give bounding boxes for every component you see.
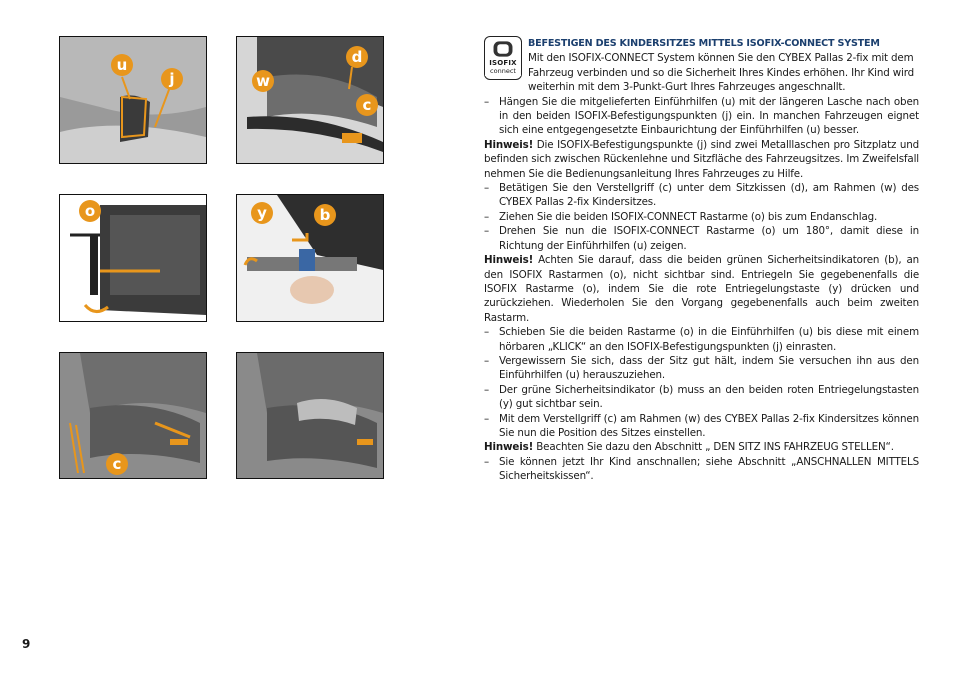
figure-seat-adjust-handle bbox=[236, 36, 384, 164]
figure-label: o bbox=[84, 202, 96, 220]
figure-label: w bbox=[256, 72, 270, 90]
figure-slide-into-guides bbox=[59, 352, 207, 479]
step-item: – Schieben Sie die beiden Rastarme (o) in die Einführhilfen (u) bis diese mit einem hörbaren „KLICK“ an den ISOFIX-Befestigungspunkten (j) einrasten. bbox=[484, 325, 919, 354]
figure-label: y bbox=[257, 204, 267, 222]
note-label: Hinweis! bbox=[484, 138, 534, 151]
figure-seat-installed bbox=[236, 352, 384, 479]
step-item: – Ziehen Sie die beiden ISOFIX-CONNECT Rastarme (o) bis zum Endanschlag. bbox=[484, 210, 919, 224]
figure-label: d bbox=[351, 48, 363, 66]
figure-label: u bbox=[116, 56, 128, 74]
note-label: Hinweis! bbox=[484, 441, 534, 454]
step-item: – Sie können jetzt Ihr Kind anschnallen; siehe Abschnitt „ANSCHNALLEN MITTELS Sicherheitskissen“. bbox=[484, 455, 919, 484]
figure-label: c bbox=[112, 455, 122, 473]
figure-label: b bbox=[319, 206, 331, 224]
figure-label: c bbox=[362, 96, 372, 114]
figure-release-button bbox=[236, 194, 384, 322]
step-item: – Vergewissern Sie sich, dass der Sitz gut hält, indem Sie versuchen ihn aus den Einführhilfen (u) herauszuziehen. bbox=[484, 354, 919, 383]
figure-isofix-guides bbox=[59, 36, 207, 164]
step-item: – Hängen Sie die mitgelieferten Einführhilfen (u) mit der längeren Lasche nach oben in den beiden ISOFIX-Befestigungspunkten (j) ein. In manchen Fahrzeugen eignet sich eine entgegengesetzte Einbaurichtung der Einführhilfen (u) besser. bbox=[484, 95, 919, 138]
note-paragraph bbox=[484, 440, 919, 454]
logo-subword: connect bbox=[485, 67, 521, 76]
step-item: – Betätigen Sie den Verstellgriff (c) unter dem Sitzkissen (d), am Rahmen (w) des CYBEX Pallas 2-fix Kindersitzes. bbox=[484, 181, 919, 210]
note-text: Die ISOFIX-Befestigungspunkte (j) sind zwei Metalllaschen pro Sitzplatz und befinden sich zwischen Rückenlehne und Sitzfläche des Fahrzeugsitzes. Im Zweifelsfall nehmen Sie die Bedienungsanleitung Ihres Fahrzeuges zu Hilfe. bbox=[484, 138, 919, 180]
note-label: Hinweis! bbox=[484, 254, 534, 267]
step-item: – Drehen Sie nun die ISOFIX-CONNECT Rastarme (o) um 180°, damit diese in Richtung der Einführhilfen (u) zeigen. bbox=[484, 224, 919, 253]
step-item: – Der grüne Sicherheitsindikator (b) muss an den beiden roten Entriegelungstasten (y) gut sichtbar sein. bbox=[484, 383, 919, 412]
note-paragraph bbox=[484, 253, 919, 325]
step-item: – Mit dem Verstellgriff (c) am Rahmen (w) des CYBEX Pallas 2-fix Kindersitzes können Sie nun die Position des Sitzes einstellen. bbox=[484, 412, 919, 441]
note-text: Beachten Sie dazu den Abschnitt „ DEN SITZ INS FAHRZEUG STELLEN“. bbox=[533, 441, 894, 454]
section-heading: BEFESTIGEN DES KINDERSITZES MITTELS ISOFIX-CONNECT SYSTEM bbox=[528, 38, 880, 49]
page-number: 9 bbox=[22, 637, 31, 651]
instruction-text bbox=[484, 37, 919, 484]
note-paragraph bbox=[484, 138, 919, 181]
figure-label: j bbox=[169, 70, 175, 88]
note-text: Achten Sie darauf, dass die beiden grünen Sicherheitsindikatoren (b), an den ISOFIX Rastarmen (o), nicht sichtbar sind. Entriegeln Sie gegebenenfalls die ISOFIX Rastarme (o), indem Sie die rote Entriegelungstaste (y) drücken und zurückziehen. Wiederholen Sie den Vorgang gegebenenfalls auch beim zweiten Rastarm. bbox=[484, 254, 919, 324]
intro-paragraph: Mit den ISOFIX-CONNECT System können Sie den CYBEX Pallas 2-fix mit dem Fahrzeug verbinden und so die Sicherheit Ihres Kindes erhöhen. Ihr Kind wird weiterhin mit dem 3-Punkt-Gurt Ihres Fahrzeuges angeschnallt. bbox=[528, 52, 915, 94]
logo-word: ISOFIX bbox=[489, 59, 517, 67]
figure-latch-arms-extend bbox=[59, 194, 207, 322]
